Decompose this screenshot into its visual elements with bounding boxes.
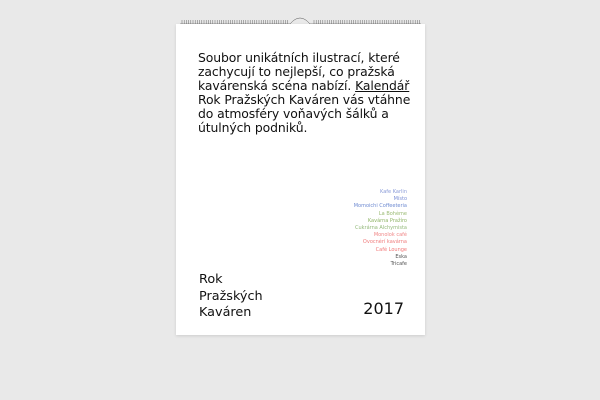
title-line: Pražských (199, 288, 263, 304)
intro-text-part: Rok Pražských Kaváren vás vtáhne do atmosféry voňavých šálků a útulných podniků. (198, 91, 411, 135)
calendar-title (199, 272, 263, 322)
cafe-list-item: Kafe Karlin (380, 189, 407, 195)
cafe-list-item: Momoichi Coffeeteria (353, 203, 407, 210)
cafe-list-item: Kavárna Pražíro (367, 217, 407, 224)
title-line: Kaváren (199, 305, 252, 320)
cafe-list-item: Cukrárna Alchymista (354, 225, 407, 232)
cafe-list-item: Café Lounge (375, 246, 407, 253)
cafe-list-item: Místo (393, 196, 407, 203)
cafe-list-item: Tricafe (390, 261, 407, 268)
intro-text (198, 51, 418, 134)
calendar-word: Kalendář (355, 77, 410, 93)
cafe-list-item: Eska (395, 253, 407, 260)
wall-calendar (176, 24, 425, 335)
cafe-list-item: Ovocnérí kavárna (362, 239, 407, 246)
cafe-list (354, 189, 407, 268)
cafe-list-item: Monolok café (373, 232, 407, 239)
title-line: Rok (199, 272, 223, 287)
cafe-list-item: La Bohème (378, 210, 407, 217)
calendar-year: 2017 (363, 299, 404, 318)
intro-text-part: Soubor unikátních ilustrací, které zachycují to nejlepší, co pražská kavárenská scéna nabízí. (198, 50, 400, 93)
